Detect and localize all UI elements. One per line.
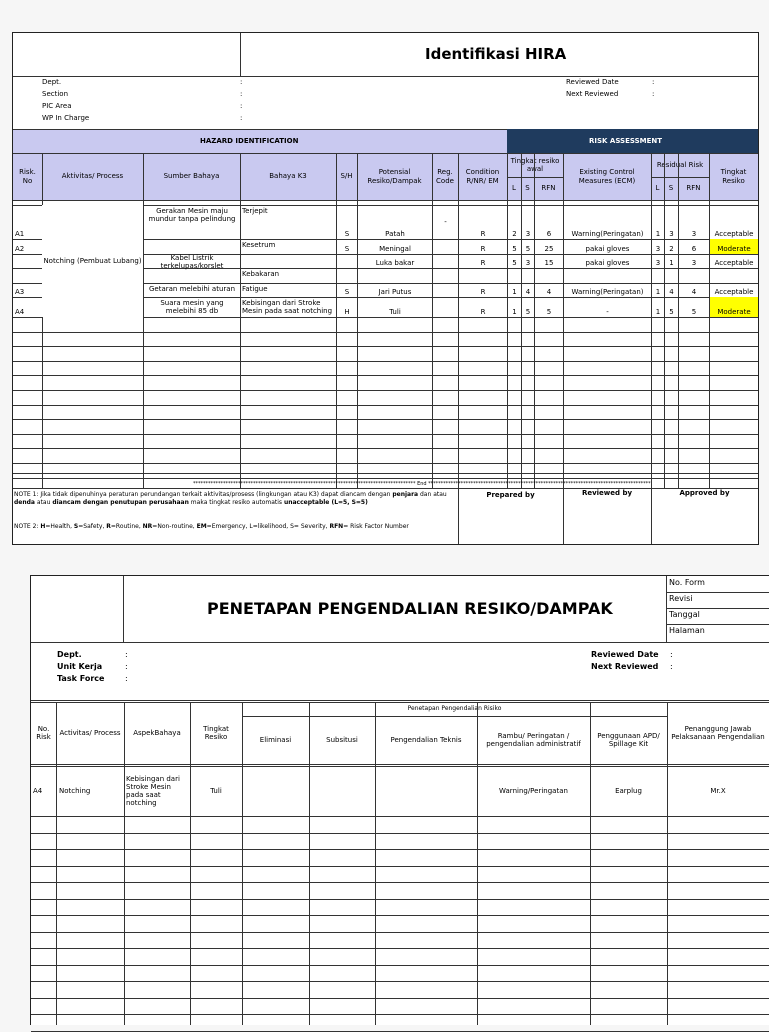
ppr-header-no: No. Risk <box>36 724 51 741</box>
hira-cell-s <box>522 268 534 283</box>
hira-cell-ecm: Warning(Peringatan) <box>571 287 644 296</box>
ppr-header-subsitusi: Subsitusi <box>326 735 358 744</box>
hira-sheet <box>12 32 759 545</box>
ppr-sheet <box>30 575 769 1025</box>
hira-cell-reg <box>433 283 458 297</box>
hira-cell-rfn: 5 <box>546 307 552 316</box>
hira-cell-sumber: Kabel Listrik terkelupas/korslet <box>160 253 224 270</box>
hira-cell-no: A1 <box>15 229 25 238</box>
hira-cell-tingkat: Acceptable <box>714 258 754 267</box>
header-reg-code: Reg. Code <box>436 168 454 185</box>
hira-cell-sh <box>337 268 357 283</box>
hira-cell-ecm: pakai gloves <box>585 258 630 267</box>
ppr-header-tingkat: Tingkat Resiko <box>203 724 229 741</box>
hira-cell-s: 3 <box>525 229 531 238</box>
end-marker: ***************************************************************************************** End ***************************************************************************************** <box>193 481 651 487</box>
hira-cell-rl: 1 <box>655 229 661 238</box>
hira-cell-potensial: Meningal <box>379 244 411 253</box>
header-tingkat-awal: Tingkat resiko awal <box>510 156 560 173</box>
header-residual-l: L <box>655 184 660 193</box>
hira-cell-rrfn: 6 <box>691 244 697 253</box>
hira-cell-rfn <box>535 268 563 283</box>
hira-cell-rs <box>665 268 678 283</box>
hira-cell-rrfn: 4 <box>691 287 697 296</box>
hazard-identification-label: HAZARD IDENTIFICATION <box>200 137 299 145</box>
ppr-dept-value[interactable]: : <box>125 650 128 659</box>
ppr-row-tingkat: Tuli <box>210 786 222 795</box>
ppr-unit-kerja-value[interactable]: : <box>125 662 128 671</box>
header-residual-rfn: RFN <box>686 184 701 193</box>
ppr-task-force-label: Task Force <box>57 674 105 683</box>
header-sumber-bahaya: Sumber Bahaya <box>163 172 220 181</box>
hira-cell-s: 4 <box>525 287 531 296</box>
ppr-unit-kerja-label: Unit Kerja <box>57 662 103 671</box>
hira-cell-l: 5 <box>512 244 517 253</box>
ppr-reviewed-date-value[interactable]: : <box>670 650 673 659</box>
hira-cell-rl: 1 <box>655 307 661 316</box>
header-potensial: Potensial Resiko/Dampak <box>367 168 422 185</box>
note-2: NOTE 2: H=Health, S=Safety, R=Routine, NR=Non-routine, EM=Emergency, L=likelihood, S= Severity, RFN= Risk Factor Number <box>14 523 409 530</box>
hira-cell-rfn: 15 <box>544 258 554 267</box>
hira-meta-left-values <box>240 78 242 126</box>
hira-cell-rl: 1 <box>655 287 661 296</box>
hira-cell-ecm: Warning(Peringatan) <box>571 229 644 238</box>
hira-cell-cond: R <box>480 307 486 316</box>
hira-cell-tingkat: Acceptable <box>714 229 754 238</box>
hira-cell-rs: 4 <box>669 287 674 296</box>
approved-by-label: Approved by <box>679 489 730 497</box>
ppr-row-eliminasi[interactable] <box>242 766 309 816</box>
hira-cell-reg: - <box>444 217 447 226</box>
ppr-row-subsitusi[interactable] <box>309 766 375 816</box>
meta-wp-value[interactable]: : <box>240 114 243 122</box>
ppr-row-rambu: Warning/Peringatan <box>499 786 568 795</box>
ppr-row-aktivitas: Notching <box>59 786 91 795</box>
hira-cell-rrfn: 5 <box>691 307 697 316</box>
hira-cell-rs: 1 <box>669 258 674 267</box>
ppr-row-aspek: Kebisingan dari Stroke Mesin pada saat notching <box>126 774 180 808</box>
hira-cell-sh <box>337 254 357 268</box>
ppr-title: PENETAPAN PENGENDALIAN RESIKO/DAMPAK <box>207 599 613 618</box>
hira-cell-sumber: Gerakan Mesin maju mundur tanpa pelindung <box>148 207 236 224</box>
risk-assessment-label: RISK ASSESSMENT <box>589 137 663 145</box>
hira-cell-rrfn: 3 <box>691 229 697 238</box>
hira-cell-bahaya: Fatigue <box>242 285 268 293</box>
header-s: S <box>525 184 530 193</box>
hira-cell-no <box>14 268 42 283</box>
hira-cell-sumber: Suara mesin yang melebihi 85 db <box>160 299 224 316</box>
hira-cell-sumber: Getaran melebihi aturan <box>148 285 236 293</box>
meta-pic-label: PIC Area <box>42 102 72 110</box>
meta-section-value[interactable]: : <box>240 90 243 98</box>
hira-cell-no: A4 <box>15 307 25 316</box>
hira-meta-right <box>566 78 619 102</box>
hira-cell-rl: 3 <box>655 244 661 253</box>
hira-cell-potensial: Patah <box>385 229 405 238</box>
ppr-next-reviewed-label: Next Reviewed <box>591 662 659 671</box>
hira-cell-reg <box>433 239 458 254</box>
meta-next-reviewed-label: Next Reviewed <box>566 90 619 98</box>
ppr-row-apd: Earplug <box>615 786 642 795</box>
hira-title: Identifikasi HIRA <box>425 45 567 63</box>
activity-cell: Notching (Pembuat Lubang) <box>42 205 143 317</box>
hira-meta-right-values <box>652 78 654 102</box>
hira-cell-sh: S <box>344 244 350 253</box>
meta-pic-value[interactable]: : <box>240 102 243 110</box>
hira-cell-sh: H <box>344 307 350 316</box>
note-1: NOTE 1: Jika tidak dipenuhinya peraturan perundangan terkait aktivitas/prosess (lingkungan atau K3) dapat diancam dengan penjara dan atau denda atau diancam dengan penutupan perusahaan maka tingkat resiko automatis unacceptable (L=5, S=5) <box>14 491 447 507</box>
form-tanggal-label: Tanggal <box>669 610 700 619</box>
hira-cell-rfn: 6 <box>546 229 552 238</box>
ppr-row-no: A4 <box>33 786 43 795</box>
hira-cell-cond: R <box>480 229 486 238</box>
ppr-next-reviewed-value[interactable]: : <box>670 662 673 671</box>
hira-cell-l: 1 <box>512 287 517 296</box>
hira-cell-cond: R <box>480 258 486 267</box>
hira-cell-potensial: Jari Putus <box>378 287 412 296</box>
header-rfn: RFN <box>541 184 556 193</box>
hira-cell-ecm: pakai gloves <box>585 244 630 253</box>
hira-cell-reg <box>433 254 458 268</box>
meta-dept-label: Dept. <box>42 78 62 86</box>
hira-cell-reg <box>433 297 458 317</box>
ppr-reviewed-date-label: Reviewed Date <box>591 650 659 659</box>
hira-cell-bahaya: Kebisingan dari Stroke Mesin pada saat notching <box>242 299 333 316</box>
hira-cell-rfn: 4 <box>546 287 552 296</box>
header-residual-risk: Residual Risk <box>656 160 704 169</box>
hira-cell-no: A2 <box>15 244 25 253</box>
hira-cell-potensial <box>358 268 432 283</box>
hira-cell-potensial: Tuli <box>389 307 401 316</box>
header-tingkat-resiko: Tingkat Resiko <box>720 168 747 185</box>
hira-cell-bahaya: Kesetrum <box>242 241 276 249</box>
hira-cell-cond: R <box>480 244 486 253</box>
header-bahaya-k3: Bahaya K3 <box>269 172 307 181</box>
hira-cell-tingkat <box>710 268 758 283</box>
hira-meta-left <box>42 78 89 126</box>
header-ecm: Existing Control Measures (ECM) <box>578 168 636 185</box>
ppr-header-rambu: Rambu/ Peringatan / pengendalian administratif <box>486 731 581 748</box>
hira-cell-l: 5 <box>512 258 517 267</box>
ppr-header-teknis: Pengendalian Teknis <box>390 735 462 744</box>
ppr-row-teknis[interactable] <box>375 766 477 816</box>
hira-cell-tingkat: Acceptable <box>714 287 754 296</box>
hira-cell-l <box>508 268 521 283</box>
meta-reviewed-date-label: Reviewed Date <box>566 78 619 86</box>
ppr-task-force-value[interactable]: : <box>125 674 128 683</box>
ppr-meta-right <box>591 650 659 674</box>
ppr-header-pj: Penanggung Jawab Pelaksanaan Pengendalian <box>671 724 765 741</box>
header-residual-s: S <box>668 184 674 193</box>
ppr-header-eliminasi: Eliminasi <box>259 735 292 744</box>
hira-cell-cond <box>459 268 507 283</box>
header-condition: Condition R/NR/ EM <box>465 168 500 185</box>
ppr-meta-right-values <box>670 650 673 674</box>
meta-next-reviewed-value[interactable]: : <box>652 90 655 98</box>
hira-cell-cond: R <box>480 287 486 296</box>
hira-cell-l: 1 <box>512 307 517 316</box>
hira-cell-rrfn: 3 <box>691 258 697 267</box>
meta-reviewed-date-value[interactable]: : <box>652 78 655 86</box>
hira-cell-ecm <box>564 268 651 283</box>
ppr-meta-left <box>57 650 104 686</box>
form-halaman-label: Halaman <box>669 626 705 635</box>
ppr-header-aspek: AspekBahaya <box>133 728 181 737</box>
hira-cell-tingkat: Moderate <box>710 239 758 254</box>
hira-cell-tingkat: Moderate <box>710 297 758 317</box>
ppr-dept-label: Dept. <box>57 650 82 659</box>
ppr-header-apd: Penggunaan APD/ Spillage Kit <box>597 731 660 748</box>
hira-cell-reg <box>433 268 458 283</box>
meta-dept-value[interactable]: : <box>240 78 243 86</box>
hira-cell-rl <box>652 268 664 283</box>
hira-cell-rl: 3 <box>655 258 661 267</box>
header-l: L <box>512 184 516 193</box>
reviewed-by-label: Reviewed by <box>581 489 633 497</box>
hira-cell-ecm: - <box>606 307 609 316</box>
prepared-by-label: Prepared by <box>486 491 535 499</box>
header-risk-no: Risk. No <box>19 168 36 185</box>
hira-cell-no: A3 <box>15 287 25 296</box>
ppr-header-aktivitas: Activitas/ Process <box>59 728 121 737</box>
ppr-row-pj: Mr.X <box>710 786 726 795</box>
header-aktivitas: Aktivitas/ Process <box>61 172 124 181</box>
hira-cell-s: 5 <box>525 307 531 316</box>
hira-cell-rs: 2 <box>669 244 674 253</box>
hira-cell-bahaya: Terjepit <box>242 207 268 215</box>
hira-cell-rs: 3 <box>669 229 674 238</box>
header-sh: S/H <box>340 172 353 181</box>
hira-cell-rfn: 25 <box>544 244 554 253</box>
meta-section-label: Section <box>42 90 69 98</box>
ppr-group-header: Penetapan Pengendalian Risiko <box>407 704 502 712</box>
hira-cell-sh: S <box>344 287 350 296</box>
hira-cell-rrfn <box>679 268 709 283</box>
hira-cell-rs: 5 <box>669 307 674 316</box>
hira-cell-bahaya: Kebakaran <box>242 270 280 278</box>
hira-cell-s: 5 <box>525 244 531 253</box>
hira-cell-no <box>14 254 42 268</box>
hira-cell-s: 3 <box>525 258 531 267</box>
hira-cell-sh: S <box>344 229 350 238</box>
hira-cell-bahaya <box>241 254 336 268</box>
hira-cell-l: 2 <box>512 229 517 238</box>
meta-wp-label: WP In Charge <box>42 114 90 122</box>
form-no-label: No. Form <box>669 578 705 587</box>
hira-cell-potensial: Luka bakar <box>375 258 415 267</box>
ppr-form-fields <box>669 578 705 642</box>
ppr-meta-left-values <box>125 650 128 686</box>
form-revisi-label: Revisi <box>669 594 693 603</box>
